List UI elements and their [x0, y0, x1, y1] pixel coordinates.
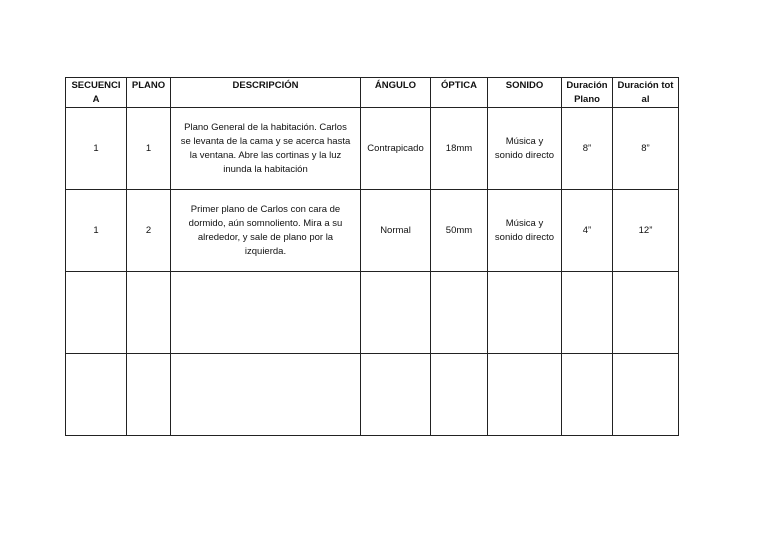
cell-plano [127, 272, 171, 354]
cell-secuencia: 1 [66, 190, 127, 272]
cell-duracion-plano [562, 272, 613, 354]
cell-duracion-total [613, 272, 679, 354]
header-secuencia: SECUENCIA [66, 78, 127, 108]
table-row [66, 272, 679, 354]
cell-descripcion [171, 272, 361, 354]
cell-angulo [361, 272, 431, 354]
header-row [66, 78, 679, 108]
cell-sonido: Música y sonido directo [488, 190, 562, 272]
cell-duracion-total: 12” [613, 190, 679, 272]
cell-secuencia: 1 [66, 108, 127, 190]
table-row [66, 190, 679, 272]
header-optica: ÓPTICA [431, 78, 488, 108]
cell-duracion-plano: 4” [562, 190, 613, 272]
cell-secuencia [66, 354, 127, 436]
header-duracion-plano: Duración Plano [562, 78, 613, 108]
header-sonido: SONIDO [488, 78, 562, 108]
cell-duracion-total [613, 354, 679, 436]
cell-plano [127, 354, 171, 436]
cell-optica [431, 354, 488, 436]
cell-optica [431, 272, 488, 354]
cell-secuencia [66, 272, 127, 354]
cell-angulo [361, 354, 431, 436]
cell-duracion-plano [562, 354, 613, 436]
cell-descripcion: Primer plano de Carlos con cara de dormido, aún somnoliento. Mira a su alrededor, y sale de plano por la izquierda. [171, 190, 361, 272]
table-row [66, 108, 679, 190]
header-duracion-total: Duración total [613, 78, 679, 108]
cell-plano: 1 [127, 108, 171, 190]
cell-sonido: Música y sonido directo [488, 108, 562, 190]
cell-angulo: Normal [361, 190, 431, 272]
cell-plano: 2 [127, 190, 171, 272]
header-plano: PLANO [127, 78, 171, 108]
cell-descripcion [171, 354, 361, 436]
cell-sonido [488, 354, 562, 436]
cell-duracion-total: 8” [613, 108, 679, 190]
table-row [66, 354, 679, 436]
cell-descripcion: Plano General de la habitación. Carlos se levanta de la cama y se acerca hasta la ventana. Abre las cortinas y la luz inunda la habitación [171, 108, 361, 190]
cell-optica: 50mm [431, 190, 488, 272]
header-descripcion: DESCRIPCIÓN [171, 78, 361, 108]
cell-optica: 18mm [431, 108, 488, 190]
cell-duracion-plano: 8” [562, 108, 613, 190]
cell-angulo: Contrapicado [361, 108, 431, 190]
header-angulo: ÁNGULO [361, 78, 431, 108]
cell-sonido [488, 272, 562, 354]
shot-list-table [65, 77, 679, 436]
